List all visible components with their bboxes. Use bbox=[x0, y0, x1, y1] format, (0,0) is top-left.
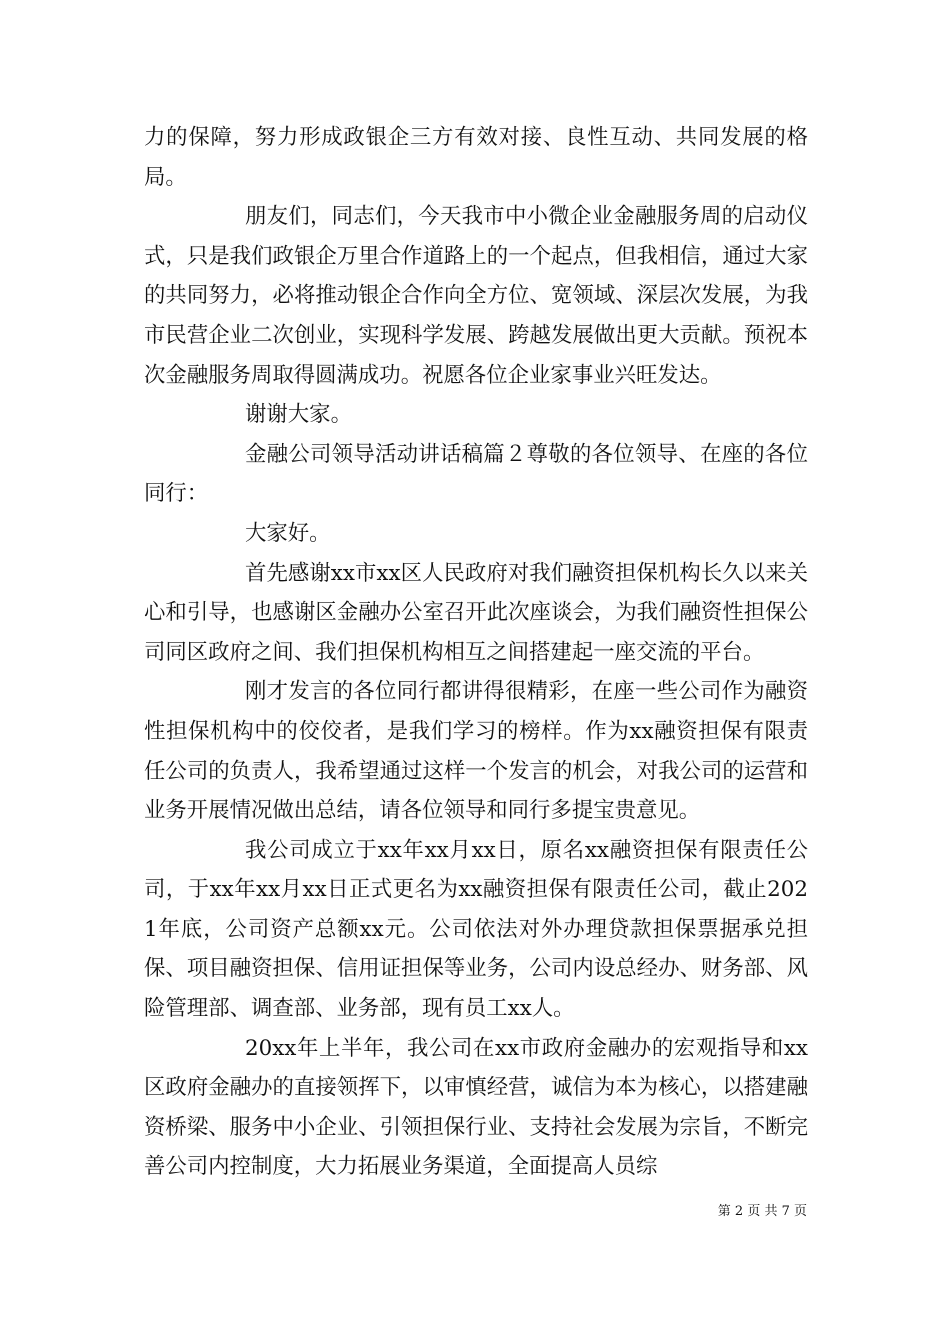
paragraph-continuation: 力的保障，努力形成政银企三方有效对接、良性互动、共同发展的格局。 bbox=[144, 125, 808, 190]
paragraph-closing-remarks: 朋友们，同志们，今天我市中小微企业金融服务周的启动仪式，只是我们政银企万里合作道路上的一个起点，但我相信，通过大家的共同努力，必将推动银企合作向全方位、宽领域、深层次发展，为我市民营企业二次创业，实现科学发展、跨越发展做出更大贡献。预祝本次金融服务周取得圆满成功。祝愿各位企业家事业兴旺发达。 bbox=[144, 204, 808, 388]
paragraph-speech-2-title: 金融公司领导活动讲话稿篇２尊敬的各位领导、在座的各位同行： bbox=[144, 441, 808, 507]
paragraph-first-half-year: 20xx年上半年，我公司在xx市政府金融办的宏观指导和xx区政府金融办的直接领挥下，以审慎经营，诚信为本为核心，以搭建融资桥梁、服务中小企业、引领担保行业、支持社会发展为宗旨，不断完善公司内控制度，大力拓展业务渠道，全面提高人员综 bbox=[144, 1035, 808, 1180]
page-number-footer: 第 2 页 共 7 页 bbox=[717, 1204, 807, 1219]
paragraph-greeting: 大家好。 bbox=[245, 520, 331, 546]
document-body bbox=[144, 118, 808, 1187]
paragraph-thanks: 谢谢大家。 bbox=[245, 402, 352, 428]
paragraph-peers: 刚才发言的各位同行都讲得很精彩，在座一些公司作为融资性担保机构中的佼佼者，是我们学习的榜样。作为xx融资担保有限责任公司的负责人，我希望通过这样一个发言的机会，对我公司的运营和业务开展情况做出总结，请各位领导和同行多提宝贵意见。 bbox=[144, 679, 808, 824]
paragraph-company-profile: 我公司成立于xx年xx月xx日，原名xx融资担保有限责任公司，于xx年xx月xx日正式更名为xx融资担保有限责任公司，截止2021年底，公司资产总额xx元。公司依法对外办理贷款担保票据承兑担保、项目融资担保、信用证担保等业务，公司内设总经办、财务部、风险管理部、调查部、业务部，现有员工xx人。 bbox=[144, 837, 808, 1022]
paragraph-thanks-government: 首先感谢xx市xx区人民政府对我们融资担保机构长久以来关心和引导，也感谢区金融办公室召开此次座谈会，为我们融资性担保公司同区政府之间、我们担保机构相互之间搭建起一座交流的平台。 bbox=[144, 560, 808, 665]
